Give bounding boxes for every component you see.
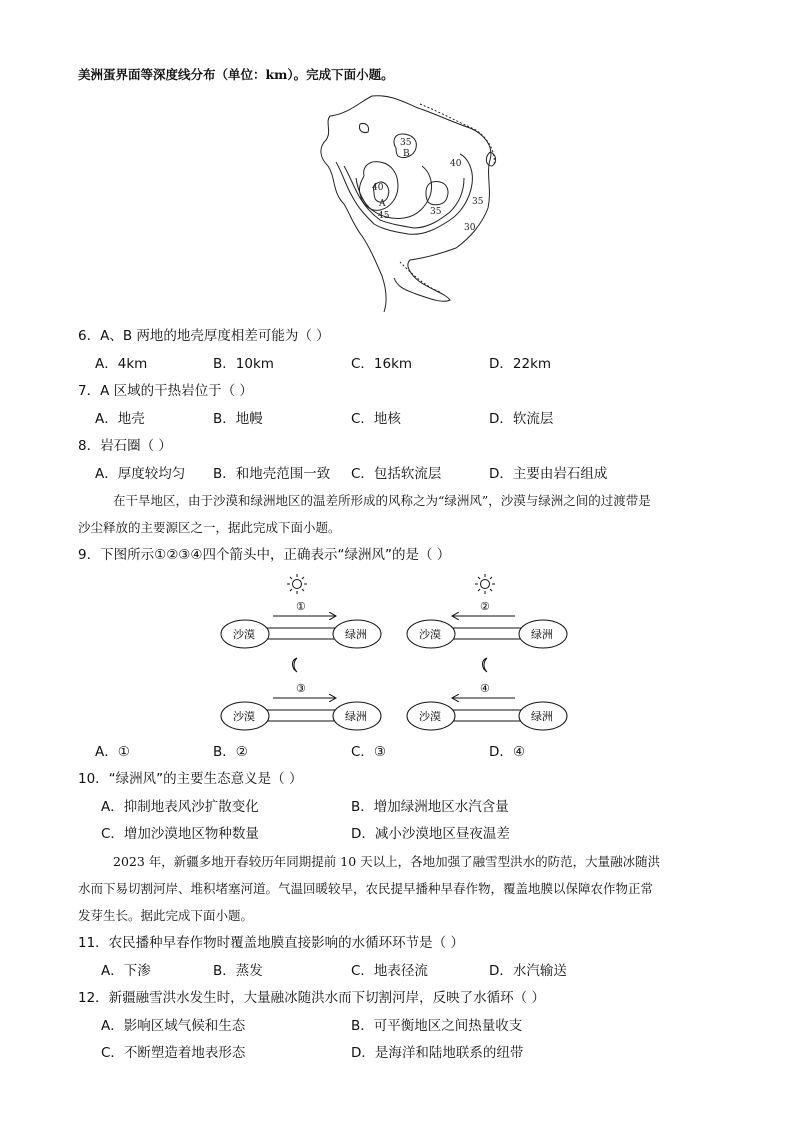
oasis-label: 绿洲 — [345, 710, 367, 723]
q12-option-a[interactable]: A．影响区域气候和生态 — [101, 1018, 246, 1034]
arrow-label-1: ① — [296, 600, 306, 613]
oasis-label: 绿洲 — [531, 628, 553, 641]
desert-label: 沙漠 — [419, 710, 441, 723]
question-8-stem: 8．岩石圈（ ） — [78, 438, 172, 454]
q6-option-d[interactable]: D．22km — [489, 356, 552, 372]
wind-panel-4 — [407, 682, 567, 730]
wind-panel-1 — [221, 600, 381, 648]
arrow-label-3: ③ — [296, 682, 306, 695]
question-11-stem: 11．农民播种早春作物时覆盖地膜直接影响的水循环环节是（ ） — [78, 935, 464, 951]
q7-option-d[interactable]: D．软流层 — [489, 411, 554, 427]
q9-option-b[interactable]: B．② — [213, 744, 248, 760]
intro-text-3-line-1: 2023 年，新疆多地开春较历年同期提前 10 天以上，各地加强了融雪型洪水的防范，大量融冰随洪 — [113, 854, 661, 869]
q10-option-b[interactable]: B．增加绿洲地区水汽含量 — [351, 799, 509, 815]
map-label-45: 45 — [378, 211, 390, 221]
map-label-b: B — [403, 149, 410, 159]
q8-option-b[interactable]: B．和地壳范围一致 — [213, 466, 331, 482]
map-label-35-center: 35 — [430, 207, 442, 217]
q10-option-c[interactable]: C．增加沙漠地区物种数量 — [101, 826, 259, 842]
map-label-a: A — [379, 199, 386, 209]
intro-text-1: 美洲蛋界面等深度线分布（单位：km）。完成下面小题。 — [78, 67, 394, 82]
q11-option-b[interactable]: B．蒸发 — [213, 963, 263, 979]
desert-label: 沙漠 — [233, 628, 255, 641]
map-label-40-right: 40 — [450, 159, 462, 169]
q7-option-b[interactable]: B．地幔 — [213, 411, 263, 427]
intro-text-3-line-3: 发芽生长。据此完成下面小题。 — [78, 908, 254, 923]
intro-text-2-line-2: 沙尘释放的主要源区之一，据此完成下面小题。 — [78, 520, 341, 535]
q7-option-c[interactable]: C．地核 — [351, 411, 401, 427]
q6-option-c[interactable]: C．16km — [351, 356, 413, 372]
moon-icon — [483, 658, 488, 672]
intro-text-3-line-2: 水而下易切割河岸、堆积堵塞河道。气温回暖较早，农民提早播种早春作物，覆盖地膜以保障农作物正常 — [78, 881, 654, 896]
desert-label: 沙漠 — [419, 628, 441, 641]
q6-option-a[interactable]: A．4km — [95, 356, 148, 372]
question-9-stem: 9．下图所示①②③④四个箭头中，正确表示“绿洲风”的是（ ） — [78, 547, 451, 563]
q11-option-a[interactable]: A．下渗 — [101, 963, 151, 979]
oasis-label: 绿洲 — [345, 628, 367, 641]
wind-panel-2 — [407, 600, 567, 648]
question-6-stem: 6．A、B 两地的地壳厚度相差可能为（ ） — [78, 328, 330, 344]
question-10-stem: 10．“绿洲风”的主要生态意义是（ ） — [78, 771, 303, 787]
question-7-stem: 7．A 区域的干热岩位于（ ） — [78, 383, 253, 399]
question-12-stem: 12．新疆融雪洪水发生时，大量融冰随洪水而下切割河岸，反映了水循环（ ） — [78, 990, 545, 1006]
q8-option-d[interactable]: D．主要由岩石组成 — [489, 466, 608, 482]
arrow-label-4: ④ — [480, 682, 490, 695]
crust-thickness-map — [300, 92, 520, 322]
q10-option-d[interactable]: D．减小沙漠地区昼夜温差 — [351, 826, 510, 842]
map-label-30: 30 — [464, 223, 476, 233]
sun-icon — [287, 574, 307, 594]
wind-panel-3 — [221, 682, 381, 730]
desert-label: 沙漠 — [233, 710, 255, 723]
q8-option-a[interactable]: A．厚度较均匀 — [95, 466, 186, 482]
q9-option-a[interactable]: A．① — [95, 744, 130, 760]
map-label-40-inner: 40 — [372, 183, 384, 193]
q6-option-b[interactable]: B．10km — [213, 356, 274, 372]
oasis-wind-diagram — [215, 568, 585, 738]
intro-text-2-line-1: 在干旱地区，由于沙漠和绿洲地区的温差所形成的风称之为“绿洲风”，沙漠与绿洲之间的过渡带是 — [113, 493, 651, 508]
arrow-label-2: ② — [480, 600, 490, 613]
q7-option-a[interactable]: A．地壳 — [95, 411, 145, 427]
sun-icon — [475, 574, 495, 594]
map-label-35-right: 35 — [472, 197, 484, 207]
q12-option-d[interactable]: D．是海洋和陆地联系的纽带 — [351, 1045, 524, 1061]
q9-option-d[interactable]: D．④ — [489, 744, 525, 760]
oasis-label: 绿洲 — [531, 710, 553, 723]
q8-option-c[interactable]: C．包括软流层 — [351, 466, 442, 482]
q11-option-d[interactable]: D．水汽输送 — [489, 963, 567, 979]
q12-option-b[interactable]: B．可平衡地区之间热量收支 — [351, 1018, 523, 1034]
q11-option-c[interactable]: C．地表径流 — [351, 963, 428, 979]
moon-icon — [293, 658, 298, 672]
q12-option-c[interactable]: C．不断塑造着地表形态 — [101, 1045, 246, 1061]
q9-option-c[interactable]: C．③ — [351, 744, 387, 760]
q10-option-a[interactable]: A．抑制地表风沙扩散变化 — [101, 799, 259, 815]
map-label-35-b: 35 — [400, 138, 412, 148]
